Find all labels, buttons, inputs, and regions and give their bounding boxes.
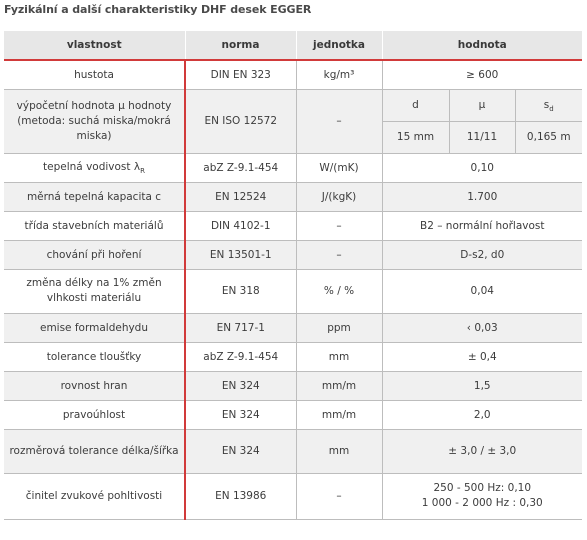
table-row: [4, 371, 582, 400]
row-norm: DIN 4102-1: [185, 211, 296, 240]
row-unit: mm: [296, 342, 382, 371]
row-unit: mm/m: [296, 371, 382, 400]
table-row: [4, 269, 582, 313]
row-value: ± 0,4: [382, 342, 582, 371]
table-row: [4, 211, 582, 240]
table-row: [4, 473, 582, 519]
row-unit: mm/m: [296, 400, 382, 429]
row-value: [382, 473, 582, 519]
row-value: D-s2, d0: [382, 240, 582, 269]
header-property: vlastnost: [4, 31, 185, 60]
row-unit: ppm: [296, 313, 382, 342]
row-property: hustota: [4, 60, 185, 89]
sub-header-s-subscript: d: [549, 104, 554, 113]
row-value: ± 3,0 / ± 3,0: [382, 429, 582, 473]
sub-value-d: 15 mm: [382, 121, 449, 153]
row-unit: –: [296, 473, 382, 519]
sub-value-s: 0,165 m: [515, 121, 582, 153]
row-value: 1.700: [382, 182, 582, 211]
row-norm: EN 324: [185, 371, 296, 400]
row-value: B2 – normální hořlavost: [382, 211, 582, 240]
row-value-line: 250 - 500 Hz: 0,10: [433, 482, 532, 494]
row-unit: mm: [296, 429, 382, 473]
row-value: 2,0: [382, 400, 582, 429]
row-property: výpočetní hodnota μ hodnoty (metoda: suchá miska/mokrá miska): [4, 89, 185, 153]
header-value: hodnota: [382, 31, 582, 60]
row-norm: EN 324: [185, 429, 296, 473]
header-norm: norma: [185, 31, 296, 60]
sub-header-s: [515, 89, 582, 121]
header-unit: jednotka: [296, 31, 382, 60]
row-unit: W/(mK): [296, 153, 382, 182]
table-row: [4, 429, 582, 473]
row-property: [4, 153, 185, 182]
row-unit: –: [296, 89, 382, 153]
table-row: [4, 400, 582, 429]
row-property: rovnost hran: [4, 371, 185, 400]
row-property: měrná tepelná kapacita c: [4, 182, 185, 211]
row-value: ≥ 600: [382, 60, 582, 89]
table-header-row: [4, 31, 582, 60]
row-property-subscript: R: [140, 167, 145, 175]
row-property: tolerance tloušťky: [4, 342, 185, 371]
row-unit: J/(kgK): [296, 182, 382, 211]
row-value: 1,5: [382, 371, 582, 400]
row-value: ‹ 0,03: [382, 313, 582, 342]
row-property: činitel zvukové pohltivosti: [4, 473, 185, 519]
row-property: třída stavebních materiálů: [4, 211, 185, 240]
row-norm: abZ Z-9.1-454: [185, 153, 296, 182]
row-property: chování při hoření: [4, 240, 185, 269]
row-value-line: 1 000 - 2 000 Hz : 0,30: [421, 497, 543, 509]
table-row: [4, 182, 582, 211]
sub-header-mu: μ: [449, 89, 515, 121]
table-row: [4, 313, 582, 342]
row-norm: EN 318: [185, 269, 296, 313]
row-norm: EN 13501-1: [185, 240, 296, 269]
row-property-main: tepelná vodivost λ: [43, 161, 141, 173]
table-row: [4, 89, 582, 121]
row-property: pravoúhlost: [4, 400, 185, 429]
sub-header-d: d: [382, 89, 449, 121]
row-norm: DIN EN 323: [185, 60, 296, 89]
row-property: rozměrová tolerance délka/šířka: [4, 429, 185, 473]
row-value: 0,10: [382, 153, 582, 182]
row-norm: EN 324: [185, 400, 296, 429]
row-norm: abZ Z-9.1-454: [185, 342, 296, 371]
properties-table: [4, 31, 582, 520]
sub-value-mu: 11/11: [449, 121, 515, 153]
row-unit: % / %: [296, 269, 382, 313]
row-property: emise formaldehydu: [4, 313, 185, 342]
row-unit: –: [296, 211, 382, 240]
row-norm: EN 12524: [185, 182, 296, 211]
row-unit: –: [296, 240, 382, 269]
row-norm: EN 13986: [185, 473, 296, 519]
table-row: [4, 153, 582, 182]
row-norm: EN 717-1: [185, 313, 296, 342]
row-property: změna délky na 1% změn vlhkosti materiálu: [4, 269, 185, 313]
table-row: [4, 342, 582, 371]
table-row: [4, 240, 582, 269]
row-norm: EN ISO 12572: [185, 89, 296, 153]
sub-header-s-main: s: [543, 98, 550, 111]
properties-table-wrapper: [4, 31, 582, 520]
row-unit: kg/m³: [296, 60, 382, 89]
table-row: [4, 60, 582, 89]
row-value: 0,04: [382, 269, 582, 313]
table-title: Fyzikální a další charakteristiky DHF desek EGGER: [4, 3, 312, 16]
